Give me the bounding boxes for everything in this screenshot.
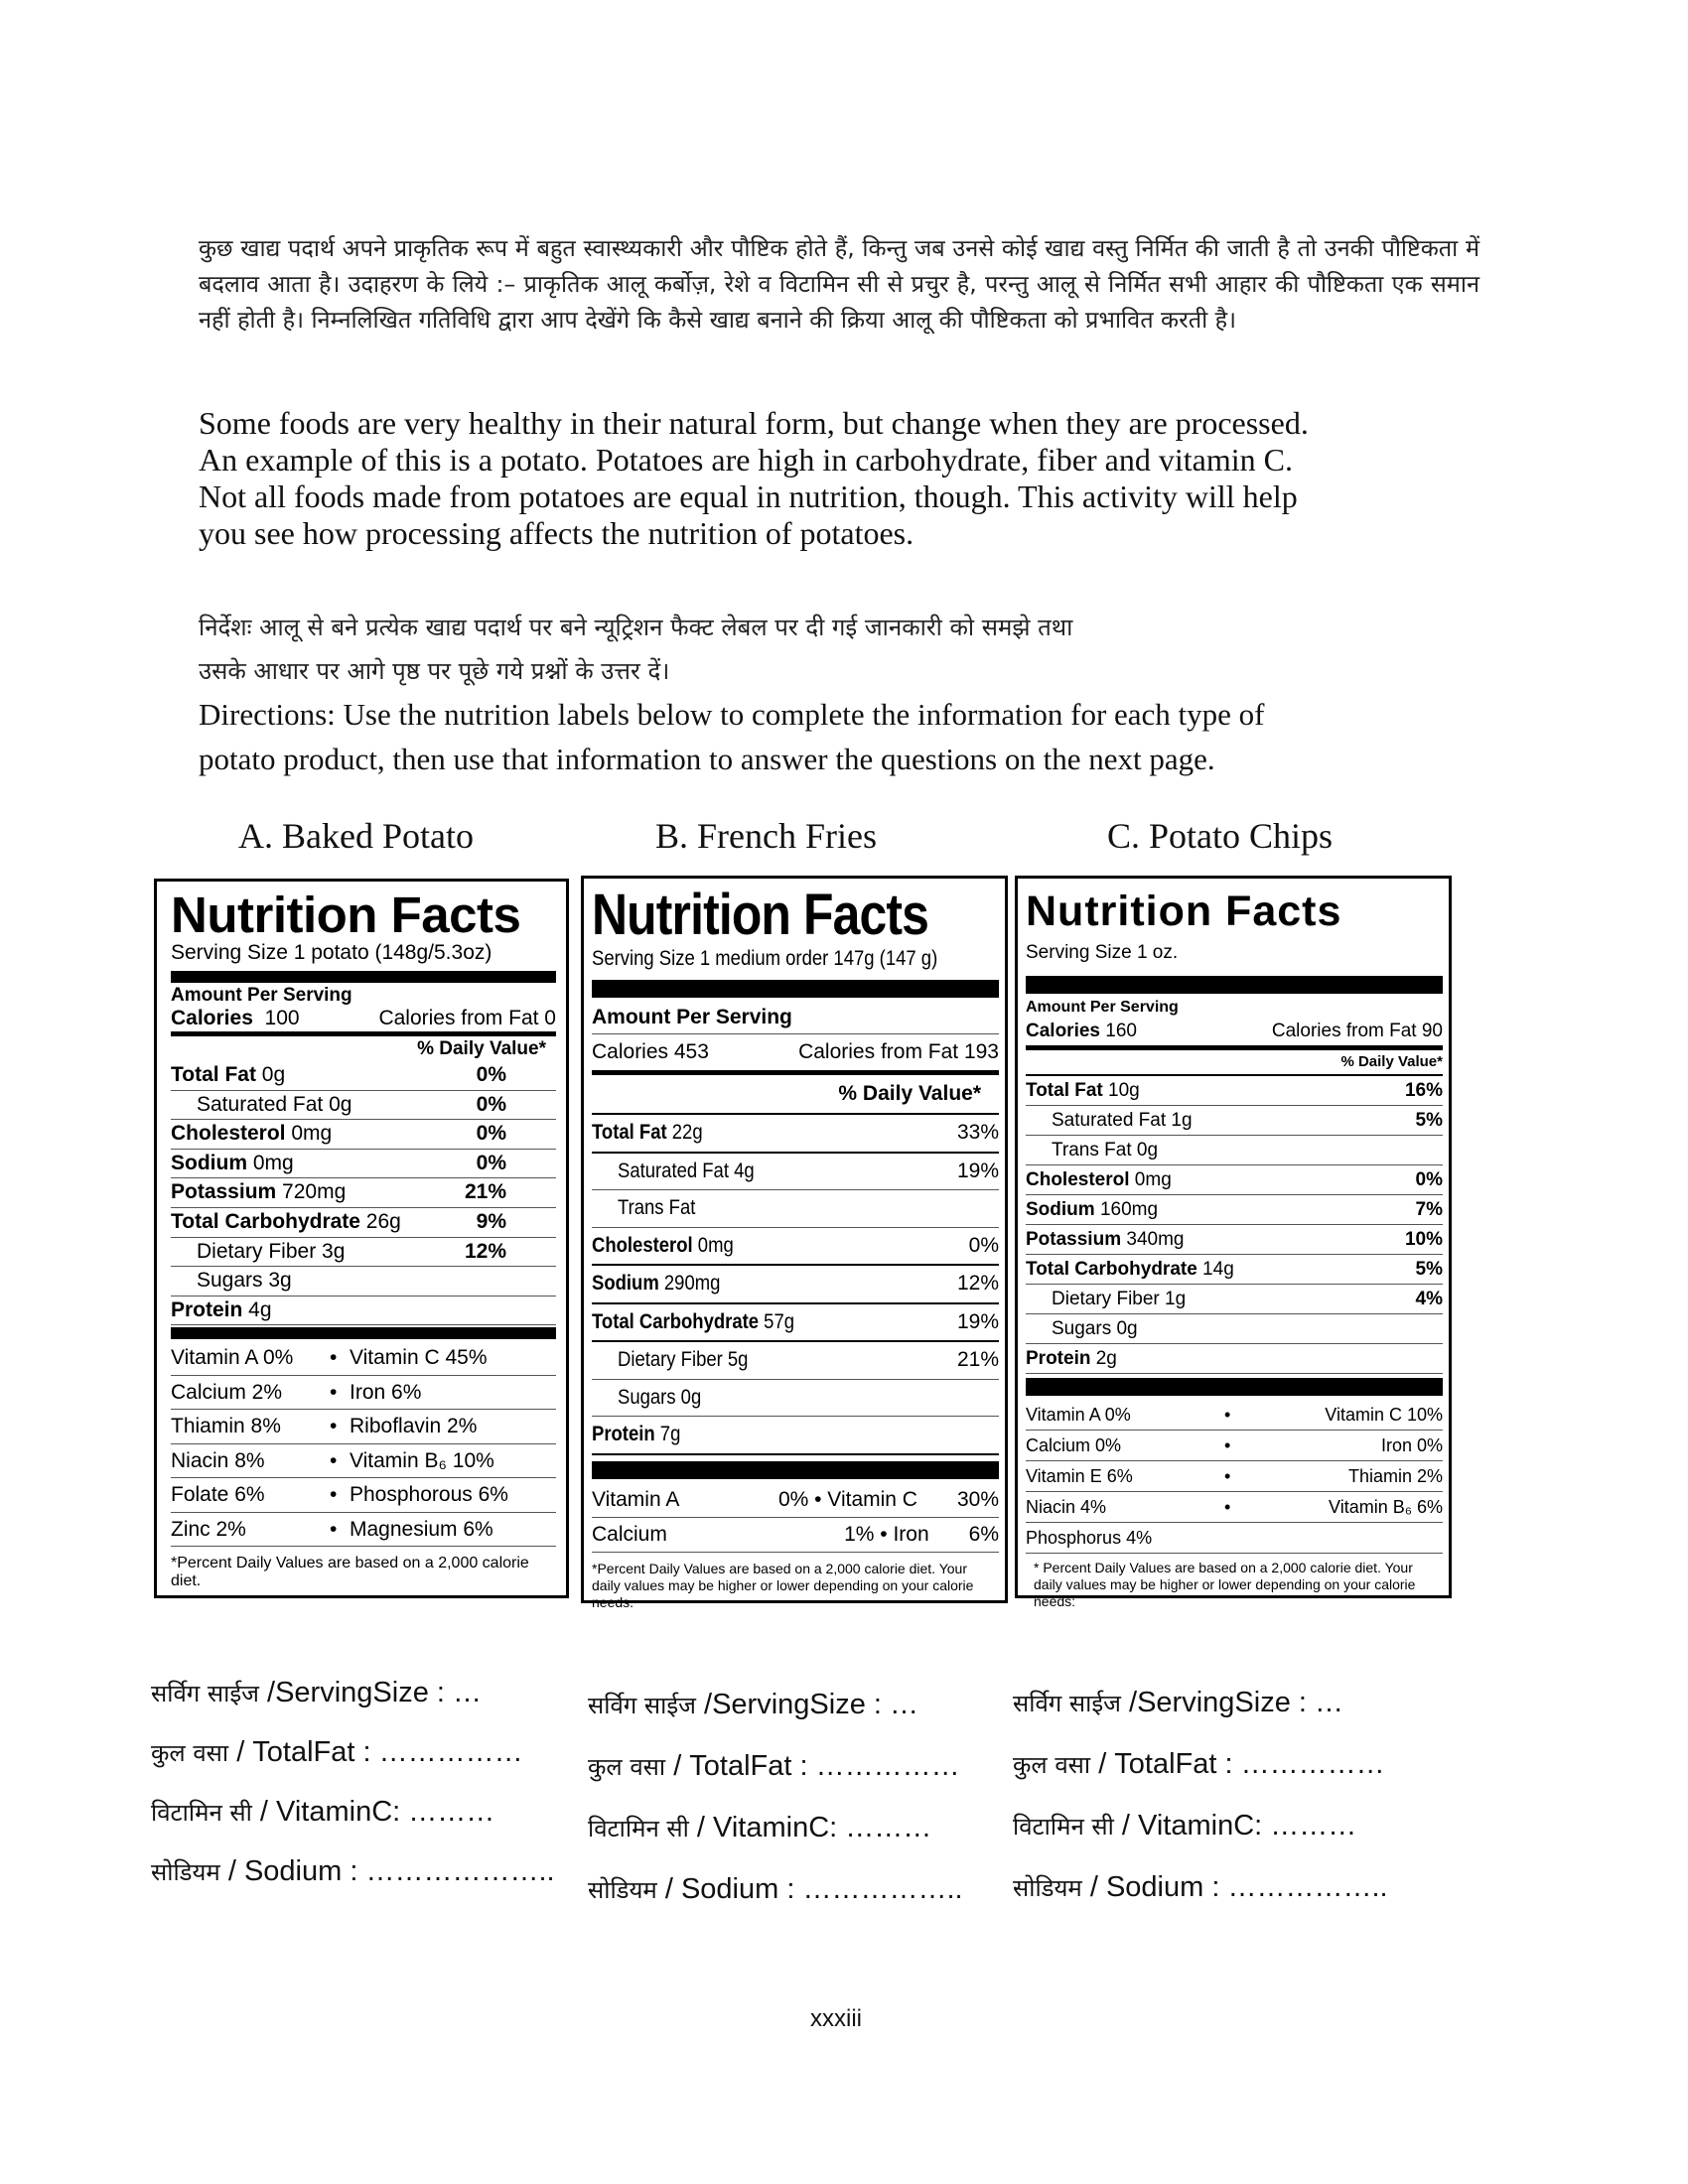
divider (171, 1327, 556, 1339)
nutrient-row (1026, 1106, 1443, 1136)
vitamin-right: Phosphorous 6% (350, 1483, 508, 1507)
nutrient-label: Sodium (171, 1151, 247, 1174)
intro-english-line: Not all foods made from potatoes are equal in nutrition, though. This activity will help (199, 478, 1298, 514)
nutrient-list (171, 1061, 556, 1325)
nutrient-name (171, 1178, 346, 1207)
nutrient-name (592, 1115, 703, 1152)
nutrient-name (1026, 1225, 1184, 1254)
directions-hindi-line: निर्देशः आलू से बने प्रत्येक खाद्य पदार्थ पर बने न्यूट्रिशन फैक्ट लेबल पर दी गई जानकारी को समझे तथा (199, 614, 1073, 641)
nutrient-amount: 7g (654, 1423, 681, 1445)
vitamin-left: Calcium (592, 1522, 667, 1546)
nutrient-row (592, 1417, 999, 1455)
calories-row (171, 1007, 556, 1030)
nutrient-row (1026, 1225, 1443, 1255)
nutrient-name (618, 1380, 701, 1417)
nutrient-row (1026, 1074, 1443, 1106)
nutrient-label: Protein (171, 1297, 243, 1321)
nutrient-row (171, 1091, 556, 1121)
fill-label-hindi: विटामिन सी (151, 1799, 252, 1827)
nutrient-name (592, 1417, 680, 1453)
fill-label-hindi: कुल वसा (588, 1753, 666, 1781)
nutrient-row (592, 1380, 999, 1418)
nutrient-amount: 22g (666, 1121, 703, 1144)
nutrient-label: Total Carbohydrate (592, 1309, 760, 1333)
fill-label-english: / TotalFat : …………… (236, 1736, 523, 1768)
nutrient-daily-value: 5% (1415, 1110, 1443, 1131)
daily-value-header: % Daily Value* (417, 1038, 546, 1059)
nutrient-name (197, 1238, 345, 1267)
nutrient-name (171, 1150, 294, 1178)
fill-label-english: / TotalFat : …………… (1098, 1748, 1385, 1780)
nutrient-name (1026, 1165, 1172, 1194)
nutrient-row (592, 1304, 999, 1343)
nutrient-row (171, 1238, 556, 1268)
fill-label-hindi: कुल वसा (151, 1739, 229, 1767)
nutrient-row (171, 1208, 556, 1238)
nutrient-amount: 2g (1090, 1348, 1117, 1369)
amount-per-serving: Amount Per Serving (171, 985, 352, 1006)
nutrient-name (1026, 1255, 1234, 1284)
fill-label-hindi: सर्विग साईज (1013, 1690, 1121, 1717)
bullet: • (330, 1380, 338, 1404)
bullet: • (330, 1415, 338, 1438)
divider (171, 971, 556, 983)
footnote: *Percent Daily Values are based on a 2,000 calorie diet. Your daily values may be higher or lower depending on your calorie needs. (592, 1560, 974, 1610)
nutrient-amount: 0mg (692, 1233, 734, 1257)
vitamin-left: Phosphorus 4% (1026, 1528, 1153, 1548)
nutrient-row (171, 1297, 556, 1326)
divider (592, 980, 999, 998)
directions-english-line: Directions: Use the nutrition labels below to complete the information for each type of (199, 697, 1265, 732)
nutrient-row (592, 1342, 999, 1380)
footnote: * Percent Daily Values are based on a 2,000 calorie diet. Your daily values may be higher or lower depending on your calorie needs: (1034, 1560, 1416, 1609)
vitamin-list (592, 1483, 999, 1553)
vitamin-row (592, 1518, 999, 1553)
nutrient-daily-value: 19% (956, 1309, 999, 1333)
fill-label-english: /ServingSize : … (1129, 1687, 1344, 1718)
nutrient-name (592, 1304, 794, 1341)
nutrient-name (618, 1342, 748, 1379)
vitamin-right: Thiamin 2% (1347, 1466, 1443, 1486)
nutrient-label: Trans Fat (618, 1196, 696, 1219)
nutrient-name (1052, 1106, 1193, 1135)
fill-sodium (588, 1869, 963, 1931)
fill-in-column-a (151, 1673, 555, 1911)
directions-english-line: potato product, then use that information to answer the questions on the next page. (199, 742, 1215, 776)
nutrient-name (171, 1297, 272, 1325)
nutrient-amount: 290mg (658, 1272, 721, 1295)
fill-label-english: / Sodium : ……………….. (227, 1855, 555, 1887)
intro-english-line: you see how processing affects the nutrition of potatoes. (199, 515, 914, 551)
page-number: xxxiii (810, 2005, 862, 2032)
daily-value-header: % Daily Value* (838, 1082, 981, 1105)
nutrient-row (171, 1267, 556, 1297)
nutrient-row (1026, 1195, 1443, 1225)
nutrient-daily-value: 9% (476, 1209, 506, 1233)
fill-label-hindi: सोडियम (151, 1858, 220, 1886)
nutrient-row (171, 1150, 556, 1179)
fill-label-english: / VitaminC: ……… (1121, 1810, 1357, 1842)
amount-per-serving: Amount Per Serving (1026, 999, 1179, 1016)
fill-vitamin-c (1013, 1806, 1388, 1867)
fill-serving-size (151, 1673, 555, 1732)
nutrient-name (1052, 1314, 1138, 1343)
directions-hindi (199, 606, 1489, 693)
nutrient-daily-value: 0% (476, 1122, 506, 1146)
nutrient-name (592, 1228, 734, 1265)
nutrient-daily-value: 12% (956, 1272, 999, 1295)
fill-label-hindi: विटामिन सी (588, 1815, 689, 1843)
nutrient-amount: 26g (359, 1209, 401, 1233)
vitamin-left: Niacin 8% (171, 1448, 265, 1472)
calories-from-fat: Calories from Fat 193 (798, 1040, 999, 1063)
label-title: Nutrition Facts (592, 883, 929, 947)
nutrient-name (1026, 1344, 1117, 1373)
serving-size: Serving Size 1 oz. (1026, 942, 1179, 963)
nutrient-daily-value: 19% (956, 1159, 999, 1182)
nutrient-label: Total Fat (592, 1121, 667, 1144)
vitamin-left: Calcium 0% (1026, 1435, 1122, 1455)
nutrient-name (197, 1267, 292, 1296)
fill-label-english: / VitaminC: ……… (259, 1796, 495, 1828)
fill-label-english: / Sodium : …………….. (1089, 1871, 1388, 1903)
daily-value-header: % Daily Value* (1340, 1053, 1443, 1070)
bullet: • (330, 1517, 338, 1541)
nutrition-label-baked-potato (154, 879, 569, 1598)
vitamin-right: Vitamin C 10% (1325, 1405, 1443, 1425)
nutrient-label: Potassium (1026, 1229, 1122, 1250)
nutrient-amount: 10g (1102, 1080, 1140, 1101)
product-title-a: A. Baked Potato (238, 816, 474, 856)
nutrient-row (592, 1266, 999, 1304)
nutrient-daily-value: 0% (476, 1092, 506, 1116)
nutrient-label: Protein (1026, 1348, 1091, 1369)
nutrient-amount: 720mg (276, 1180, 347, 1204)
directions-hindi-line: उसके आधार पर आगे पृष्ठ पर पूछे गये प्रश्नों के उत्तर दें। (199, 657, 670, 685)
vitamin-left: Vitamin A 0% (171, 1346, 294, 1370)
nutrient-daily-value: 21% (956, 1348, 999, 1371)
vitamin-right: Iron 6% (350, 1380, 422, 1404)
vitamin-left: Folate 6% (171, 1483, 265, 1507)
vitamin-right: Magnesium 6% (350, 1517, 493, 1541)
vitamin-right: Vitamin B₆ 10% (350, 1448, 494, 1472)
vitamin-row (592, 1483, 999, 1518)
nutrient-label: Potassium (171, 1180, 277, 1204)
calories-label: Calories (171, 1007, 253, 1029)
nutrient-label: Trans Fat 0g (1052, 1140, 1159, 1160)
vitamin-left: Vitamin A (592, 1487, 680, 1511)
nutrient-list (1026, 1074, 1443, 1374)
nutrient-name (592, 1266, 720, 1302)
fill-total-fat (151, 1732, 555, 1792)
vitamin-right: 30% (956, 1487, 999, 1511)
calories-from-fat: Calories from Fat 90 (1271, 1021, 1443, 1041)
nutrient-name (618, 1154, 755, 1190)
vitamin-row (1026, 1431, 1443, 1461)
fill-label-english: /ServingSize : … (267, 1677, 483, 1708)
nutrient-daily-value: 0% (968, 1233, 999, 1257)
intro-english-line: Some foods are very healthy in their natural form, but change when they are processed. (199, 405, 1309, 441)
bullet: • (1224, 1405, 1231, 1425)
bullet: • (330, 1483, 338, 1507)
nutrient-daily-value: 4% (1415, 1289, 1443, 1309)
nutrient-row (1026, 1255, 1443, 1285)
nutrient-name (1052, 1136, 1158, 1164)
nutrient-row (592, 1154, 999, 1191)
bullet: • (1224, 1497, 1231, 1517)
vitamin-right: Vitamin B₆ 6% (1329, 1497, 1443, 1517)
bullet: • (330, 1448, 338, 1472)
nutrient-name (618, 1190, 695, 1227)
vitamin-row (1026, 1492, 1443, 1523)
nutrient-row (592, 1115, 999, 1154)
fill-sodium (1013, 1867, 1388, 1929)
fill-label-hindi: सर्विग साईज (588, 1692, 696, 1719)
fill-total-fat (588, 1746, 963, 1808)
nutrient-row (592, 1228, 999, 1267)
vitamin-left: Calcium 2% (171, 1380, 283, 1404)
nutrient-label: Total Carbohydrate (1026, 1259, 1197, 1280)
nutrient-daily-value: 33% (956, 1121, 999, 1144)
nutrient-label: Saturated Fat 4g (618, 1159, 755, 1182)
footnote: *Percent Daily Values are based on a 2,000 calorie diet. (171, 1555, 529, 1590)
vitamin-left: Vitamin E 6% (1026, 1466, 1133, 1486)
nutrient-row (171, 1178, 556, 1208)
nutrient-label: Dietary Fiber 3g (197, 1239, 346, 1263)
nutrient-name (1026, 1076, 1140, 1105)
nutrient-daily-value: 16% (1404, 1080, 1443, 1101)
nutrient-name (1052, 1285, 1186, 1313)
vitamin-row (171, 1376, 556, 1411)
calories-row (1026, 1018, 1443, 1045)
fill-total-fat (1013, 1744, 1388, 1806)
nutrient-daily-value: 10% (1404, 1229, 1443, 1250)
product-title-b: B. French Fries (655, 816, 877, 856)
vitamin-list (1026, 1400, 1443, 1554)
fill-label-hindi: सर्विग साईज (151, 1680, 259, 1707)
calories-from-fat: Calories from Fat 0 (378, 1007, 556, 1029)
divider (592, 1461, 999, 1479)
bullet: • (330, 1346, 338, 1370)
product-title-c: C. Potato Chips (1107, 816, 1334, 856)
fill-in-column-b (588, 1685, 963, 1931)
nutrient-amount: 0mg (285, 1122, 333, 1146)
nutrient-amount: 0mg (1129, 1169, 1172, 1190)
vitamin-row (171, 1513, 556, 1548)
nutrient-amount: 57g (759, 1309, 795, 1333)
nutrient-daily-value: 5% (1415, 1259, 1443, 1280)
fill-vitamin-c (588, 1808, 963, 1869)
serving-size: Serving Size 1 potato (148g/5.3oz) (171, 941, 492, 964)
divider (1026, 1378, 1443, 1396)
vitamin-row (1026, 1523, 1443, 1554)
intro-english-line: An example of this is a potato. Potatoes are high in carbohydrate, fiber and vitamin C. (199, 442, 1293, 478)
calories-row (592, 1034, 999, 1070)
fill-label-english: /ServingSize : … (704, 1689, 919, 1720)
vitamin-right: Vitamin C 45% (350, 1346, 488, 1370)
calories-label: Calories 453 (592, 1040, 709, 1063)
vitamin-right: Riboflavin 2% (350, 1415, 478, 1438)
nutrient-daily-value: 12% (464, 1239, 506, 1263)
vitamin-left: Niacin 4% (1026, 1497, 1107, 1517)
fill-in-column-c (1013, 1683, 1388, 1929)
nutrient-name (171, 1061, 285, 1090)
vitamin-list (171, 1341, 556, 1547)
nutrient-label: Cholesterol (592, 1233, 693, 1257)
fill-label-hindi: विटामिन सी (1013, 1813, 1114, 1841)
divider (171, 1031, 556, 1036)
bullet: • (1224, 1435, 1231, 1455)
fill-label-english: / Sodium : …………….. (664, 1873, 963, 1905)
nutrient-amount: 4g (242, 1297, 272, 1321)
fill-label-english: / TotalFat : …………… (673, 1750, 960, 1782)
nutrient-label: Protein (592, 1423, 655, 1445)
fill-label-hindi: सोडियम (588, 1876, 657, 1904)
nutrient-label: Cholesterol (1026, 1169, 1130, 1190)
directions-english (199, 692, 1489, 781)
nutrient-label: Dietary Fiber 5g (618, 1348, 749, 1371)
nutrient-label: Sugars 0g (1052, 1318, 1138, 1339)
fill-sodium (151, 1851, 555, 1911)
nutrition-label-french-fries (581, 876, 1008, 1610)
nutrient-row (592, 1190, 999, 1228)
nutrient-row (1026, 1136, 1443, 1165)
nutrient-label: Sodium (592, 1272, 659, 1295)
fill-vitamin-c (151, 1792, 555, 1851)
nutrient-row (1026, 1314, 1443, 1344)
nutrient-label: Cholesterol (171, 1122, 286, 1146)
bullet: • (1224, 1466, 1231, 1486)
serving-size: Serving Size 1 medium order 147g (147 g) (592, 947, 938, 970)
nutrient-name (1026, 1195, 1158, 1224)
nutrient-amount: 14g (1196, 1259, 1234, 1280)
nutrient-name (171, 1120, 332, 1149)
nutrient-name (197, 1091, 352, 1120)
nutrient-daily-value: 21% (464, 1180, 506, 1204)
nutrition-label-potato-chips (1015, 876, 1452, 1609)
nutrient-label: Sugars 3g (197, 1269, 292, 1293)
fill-label-hindi: कुल वसा (1013, 1751, 1091, 1779)
vitamin-left: Thiamin 8% (171, 1415, 281, 1438)
label-title: Nutrition Facts (171, 887, 521, 943)
nutrient-row (1026, 1285, 1443, 1314)
nutrient-label: Sodium (1026, 1199, 1095, 1220)
nutrient-list (592, 1115, 999, 1455)
vitamin-right: Iron 0% (1380, 1435, 1443, 1455)
vitamin-left: Zinc 2% (171, 1517, 246, 1541)
vitamin-row (171, 1410, 556, 1444)
label-title: Nutrition Facts (1026, 887, 1342, 935)
vitamin-row (171, 1478, 556, 1513)
fill-label-hindi: सोडियम (1013, 1874, 1082, 1902)
vitamin-row (1026, 1461, 1443, 1492)
intro-english-paragraph (199, 405, 1489, 552)
vitamin-middle: 0% • Vitamin C (777, 1487, 917, 1511)
calories-label: Calories (1026, 1021, 1100, 1041)
vitamin-left: Vitamin A 0% (1026, 1405, 1131, 1425)
nutrient-label: Dietary Fiber 1g (1052, 1289, 1187, 1309)
nutrient-name (171, 1208, 401, 1237)
vitamin-row (1026, 1400, 1443, 1431)
nutrient-label: Total Fat (1026, 1080, 1103, 1101)
nutrient-row (1026, 1344, 1443, 1374)
intro-hindi-paragraph: कुछ खाद्य पदार्थ अपने प्राकृतिक रूप में बहुत स्वास्थ्यकारी और पौष्टिक होते हैं, किन्तु जब उनसे कोई खाद्य वस्तु निर्मित की जाती है तो उनकी पौष्टिकता में बदलाव आता है। उदाहरण के लिये :– प्राकृतिक आलू कर्बोज़, रेशे व विटामिन सी से प्रचुर है, परन्तु आलू से निर्मित सभी आहार की पौष्टिकता एक समान नहीं होती है। निम्नलिखित गतिविधि द्वारा आप देखेंगे कि कैसे खाद्य बनाने की क्रिया आलू की पौष्टिकता को प्रभावित करती है। (199, 234, 1479, 334)
vitamin-middle: 1% • Iron (844, 1522, 929, 1546)
nutrient-label: Saturated Fat 1g (1052, 1110, 1193, 1131)
nutrient-amount: 0g (255, 1063, 286, 1086)
vitamin-row (171, 1444, 556, 1479)
nutrient-amount: 340mg (1121, 1229, 1185, 1250)
nutrient-label: Sugars 0g (618, 1385, 702, 1409)
nutrient-row (1026, 1165, 1443, 1195)
nutrient-row (171, 1061, 556, 1091)
vitamin-right: 6% (968, 1522, 999, 1546)
nutrient-row (171, 1120, 556, 1150)
nutrient-daily-value: 0% (476, 1063, 506, 1086)
vitamin-row (171, 1341, 556, 1376)
amount-per-serving: Amount Per Serving (592, 1002, 999, 1034)
nutrient-label: Total Carbohydrate (171, 1209, 360, 1233)
nutrient-daily-value: 7% (1415, 1199, 1443, 1220)
nutrient-daily-value: 0% (1415, 1169, 1443, 1190)
nutrient-amount: 160mg (1094, 1199, 1159, 1220)
fill-serving-size (1013, 1683, 1388, 1744)
divider (1026, 976, 1443, 994)
nutrient-label: Total Fat (171, 1063, 256, 1086)
nutrient-amount: 0mg (247, 1151, 294, 1174)
nutrient-label: Saturated Fat 0g (197, 1092, 352, 1116)
calories-value: 160 (1105, 1021, 1137, 1041)
fill-label-english: / VitaminC: ……… (696, 1812, 932, 1843)
fill-serving-size (588, 1685, 963, 1746)
nutrient-daily-value: 0% (476, 1151, 506, 1174)
calories-value: 100 (264, 1007, 300, 1029)
